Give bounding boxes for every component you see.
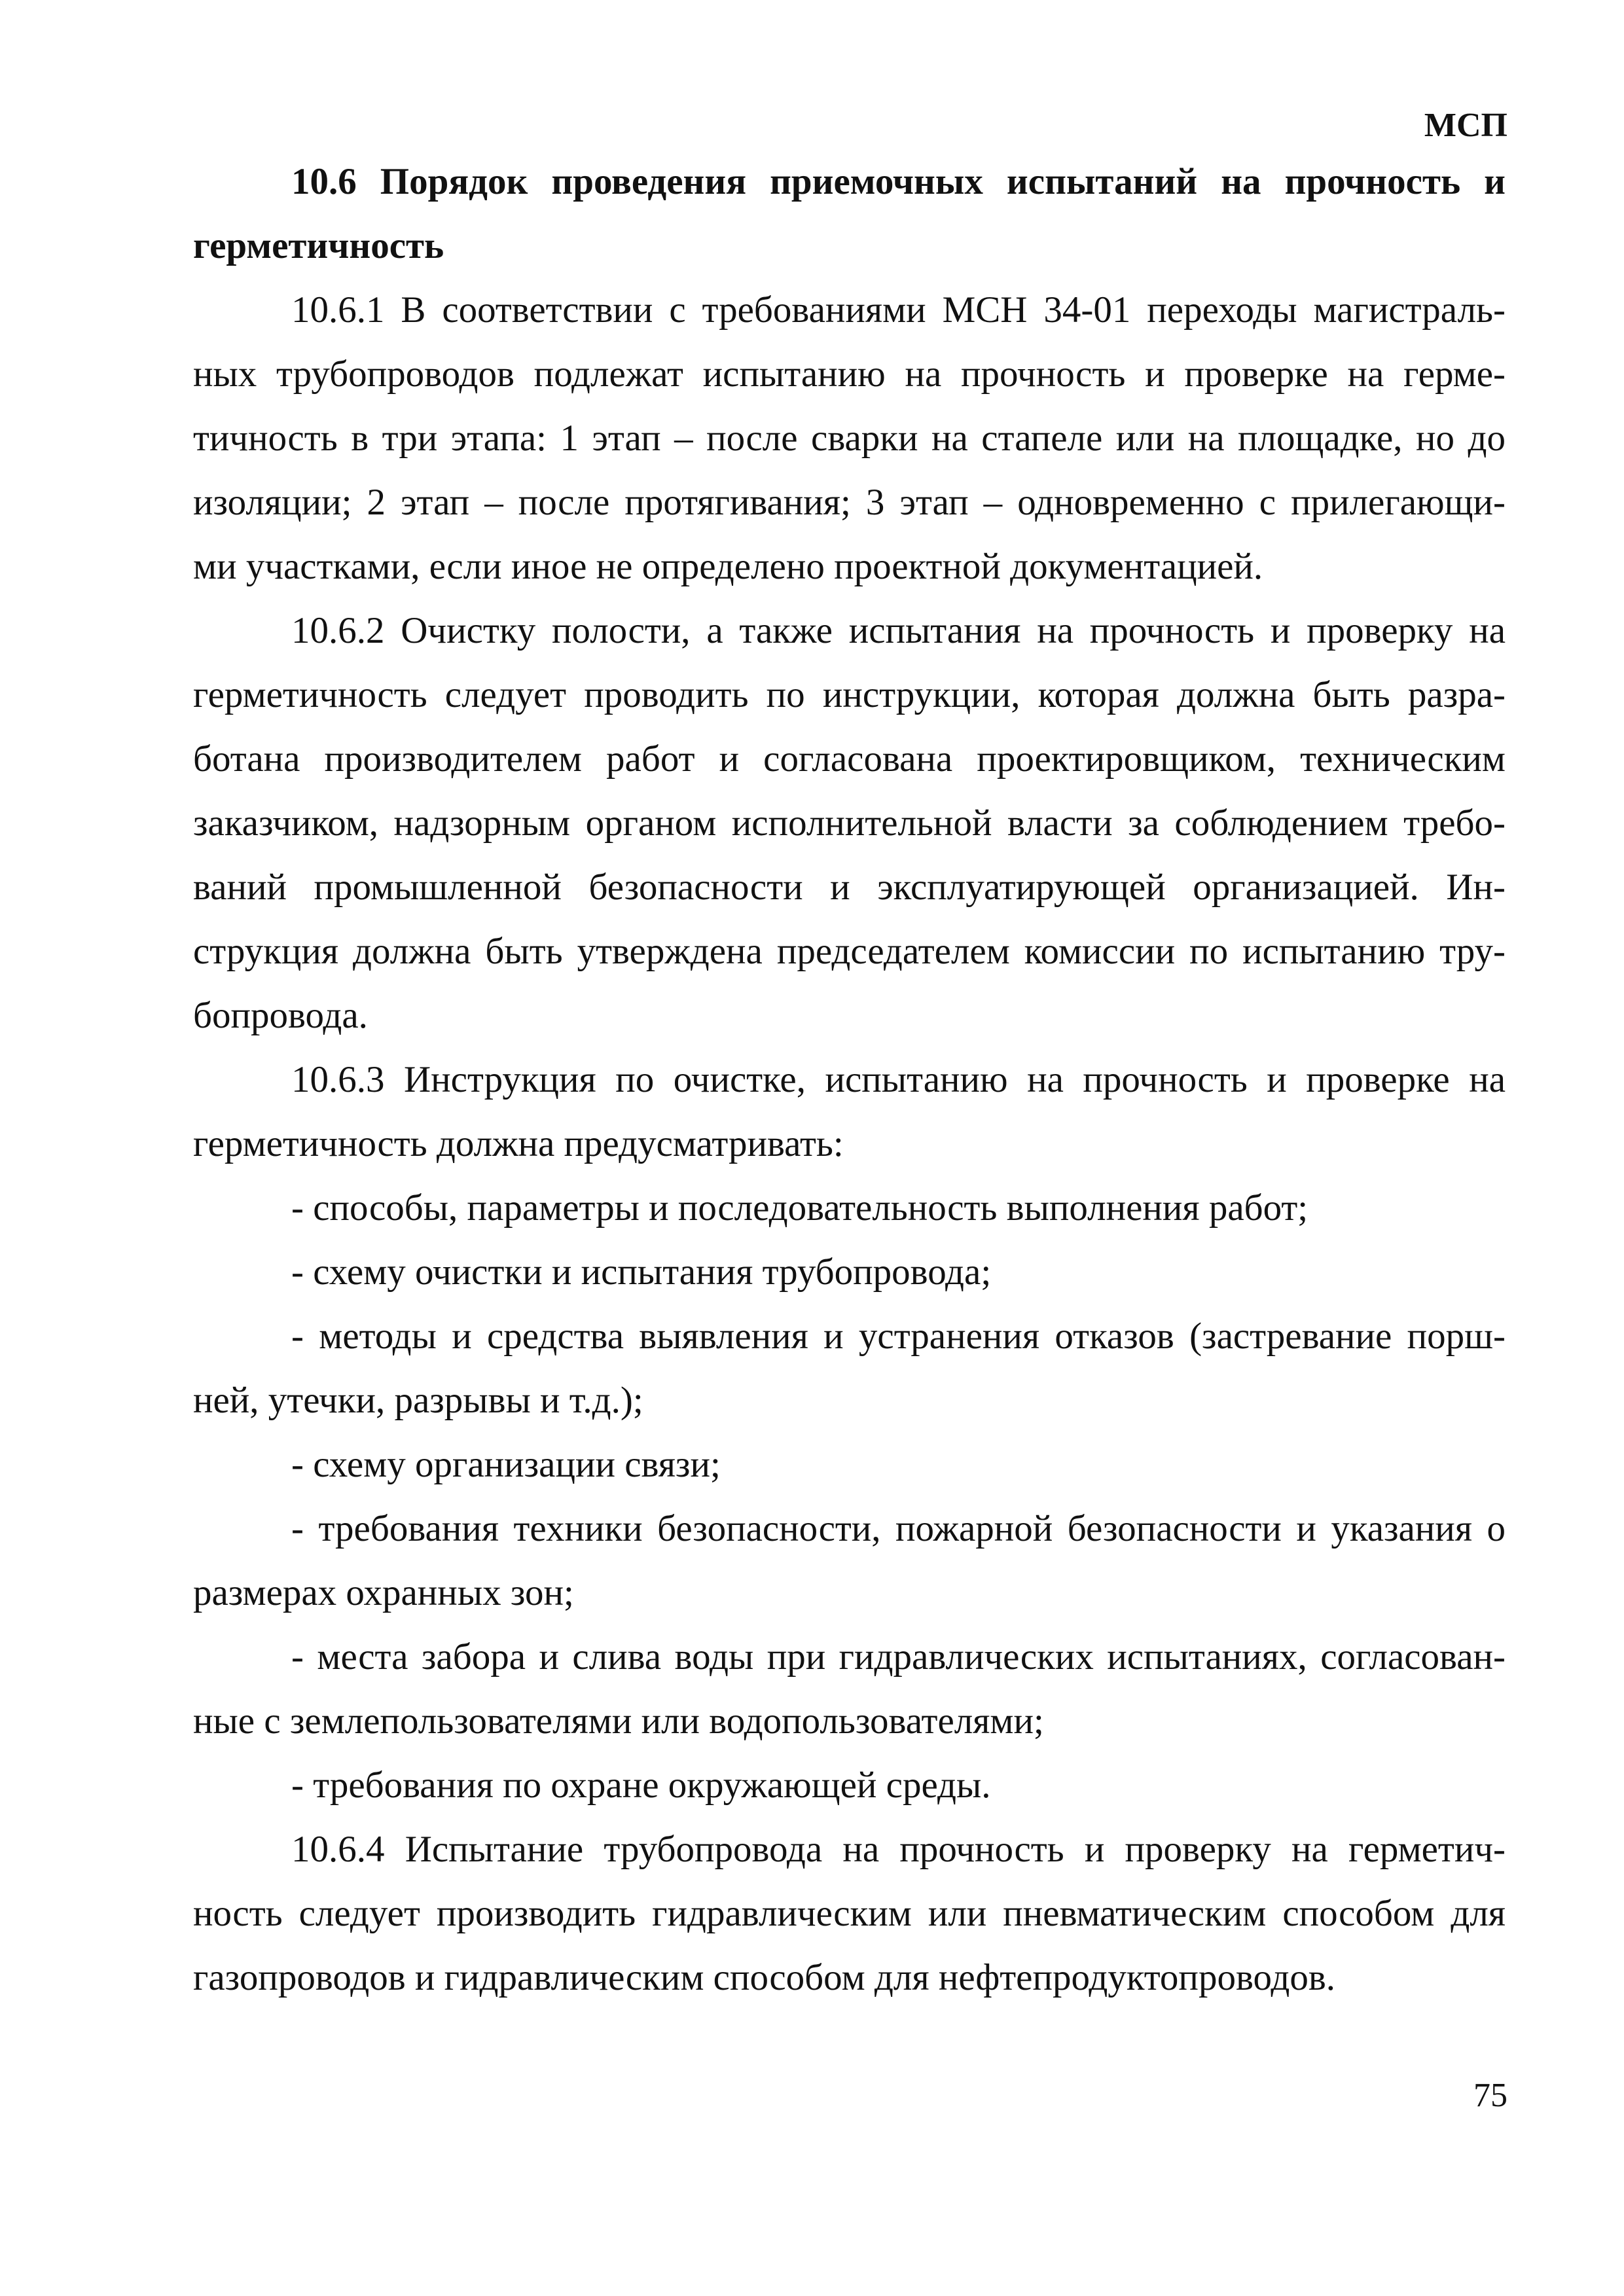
list-item-continuation: ней, утечки, разрывы и т.д.); <box>193 1380 643 1421</box>
paragraph-line: ботана производителем работ и согласована проектировщиком, техническим <box>193 738 1506 780</box>
list-item: - способы, параметры и последовательность выполнения работ; <box>291 1187 1308 1229</box>
paragraph-line: ность следует производить гидравлическим или пневматическим способом для <box>193 1893 1506 1934</box>
paragraph-line: герметичность должна предусматривать: <box>193 1123 844 1164</box>
paragraph-line: 10.6.4 Испытание трубопровода на прочность и проверку на герметич- <box>291 1829 1506 1870</box>
paragraph-line: бопровода. <box>193 995 368 1036</box>
paragraph-line: герметичность следует проводить по инструкции, которая должна быть разра- <box>193 674 1506 715</box>
list-item: - методы и средства выявления и устранения отказов (застревание порш- <box>291 1316 1506 1357</box>
paragraph-line: газопроводов и гидравлическим способом для нефтепродуктопроводов. <box>193 1957 1335 1998</box>
list-item-continuation: размерах охранных зон; <box>193 1572 574 1613</box>
list-item: - места забора и слива воды при гидравлических испытаниях, согласован- <box>291 1636 1506 1677</box>
paragraph-line: тичность в три этапа: 1 этап – после сварки на стапеле или на площадке, но до <box>193 418 1506 459</box>
section-heading: 10.6 Порядок проведения приемочных испытаний на прочность и <box>291 161 1506 202</box>
section-heading-continuation: герметичность <box>193 225 444 266</box>
paragraph-line: ми участками, если иное не определено проектной документацией. <box>193 546 1263 587</box>
header-code: МСП <box>1424 107 1507 144</box>
paragraph-line: ных трубопроводов подлежат испытанию на прочность и проверке на герме- <box>193 353 1506 395</box>
paragraph-line: 10.6.3 Инструкция по очистке, испытанию на прочность и проверке на <box>291 1059 1506 1100</box>
list-item: - требования по охране окружающей среды. <box>291 1765 991 1806</box>
list-item-continuation: ные с землепользователями или водопользователями; <box>193 1700 1044 1742</box>
paragraph-line: 10.6.2 Очистку полости, а также испытания на прочность и проверку на <box>291 610 1506 651</box>
paragraph-line: заказчиком, надзорным органом исполнительной власти за соблюдением требо- <box>193 802 1506 844</box>
paragraph-line: 10.6.1 В соответствии с требованиями МСН 34-01 переходы магистраль- <box>291 289 1506 331</box>
list-item: - схему очистки и испытания трубопровода; <box>291 1251 992 1293</box>
paragraph-line: изоляции; 2 этап – после протягивания; 3 этап – одновременно с прилегающи- <box>193 482 1506 523</box>
page-number: 75 <box>1473 2077 1507 2114</box>
paragraph-line: струкция должна быть утверждена председателем комиссии по испытанию тру- <box>193 931 1506 972</box>
list-item: - схему организации связи; <box>291 1444 721 1485</box>
paragraph-line: ваний промышленной безопасности и эксплуатирующей организацией. Ин- <box>193 867 1506 908</box>
list-item: - требования техники безопасности, пожарной безопасности и указания о <box>291 1508 1506 1549</box>
